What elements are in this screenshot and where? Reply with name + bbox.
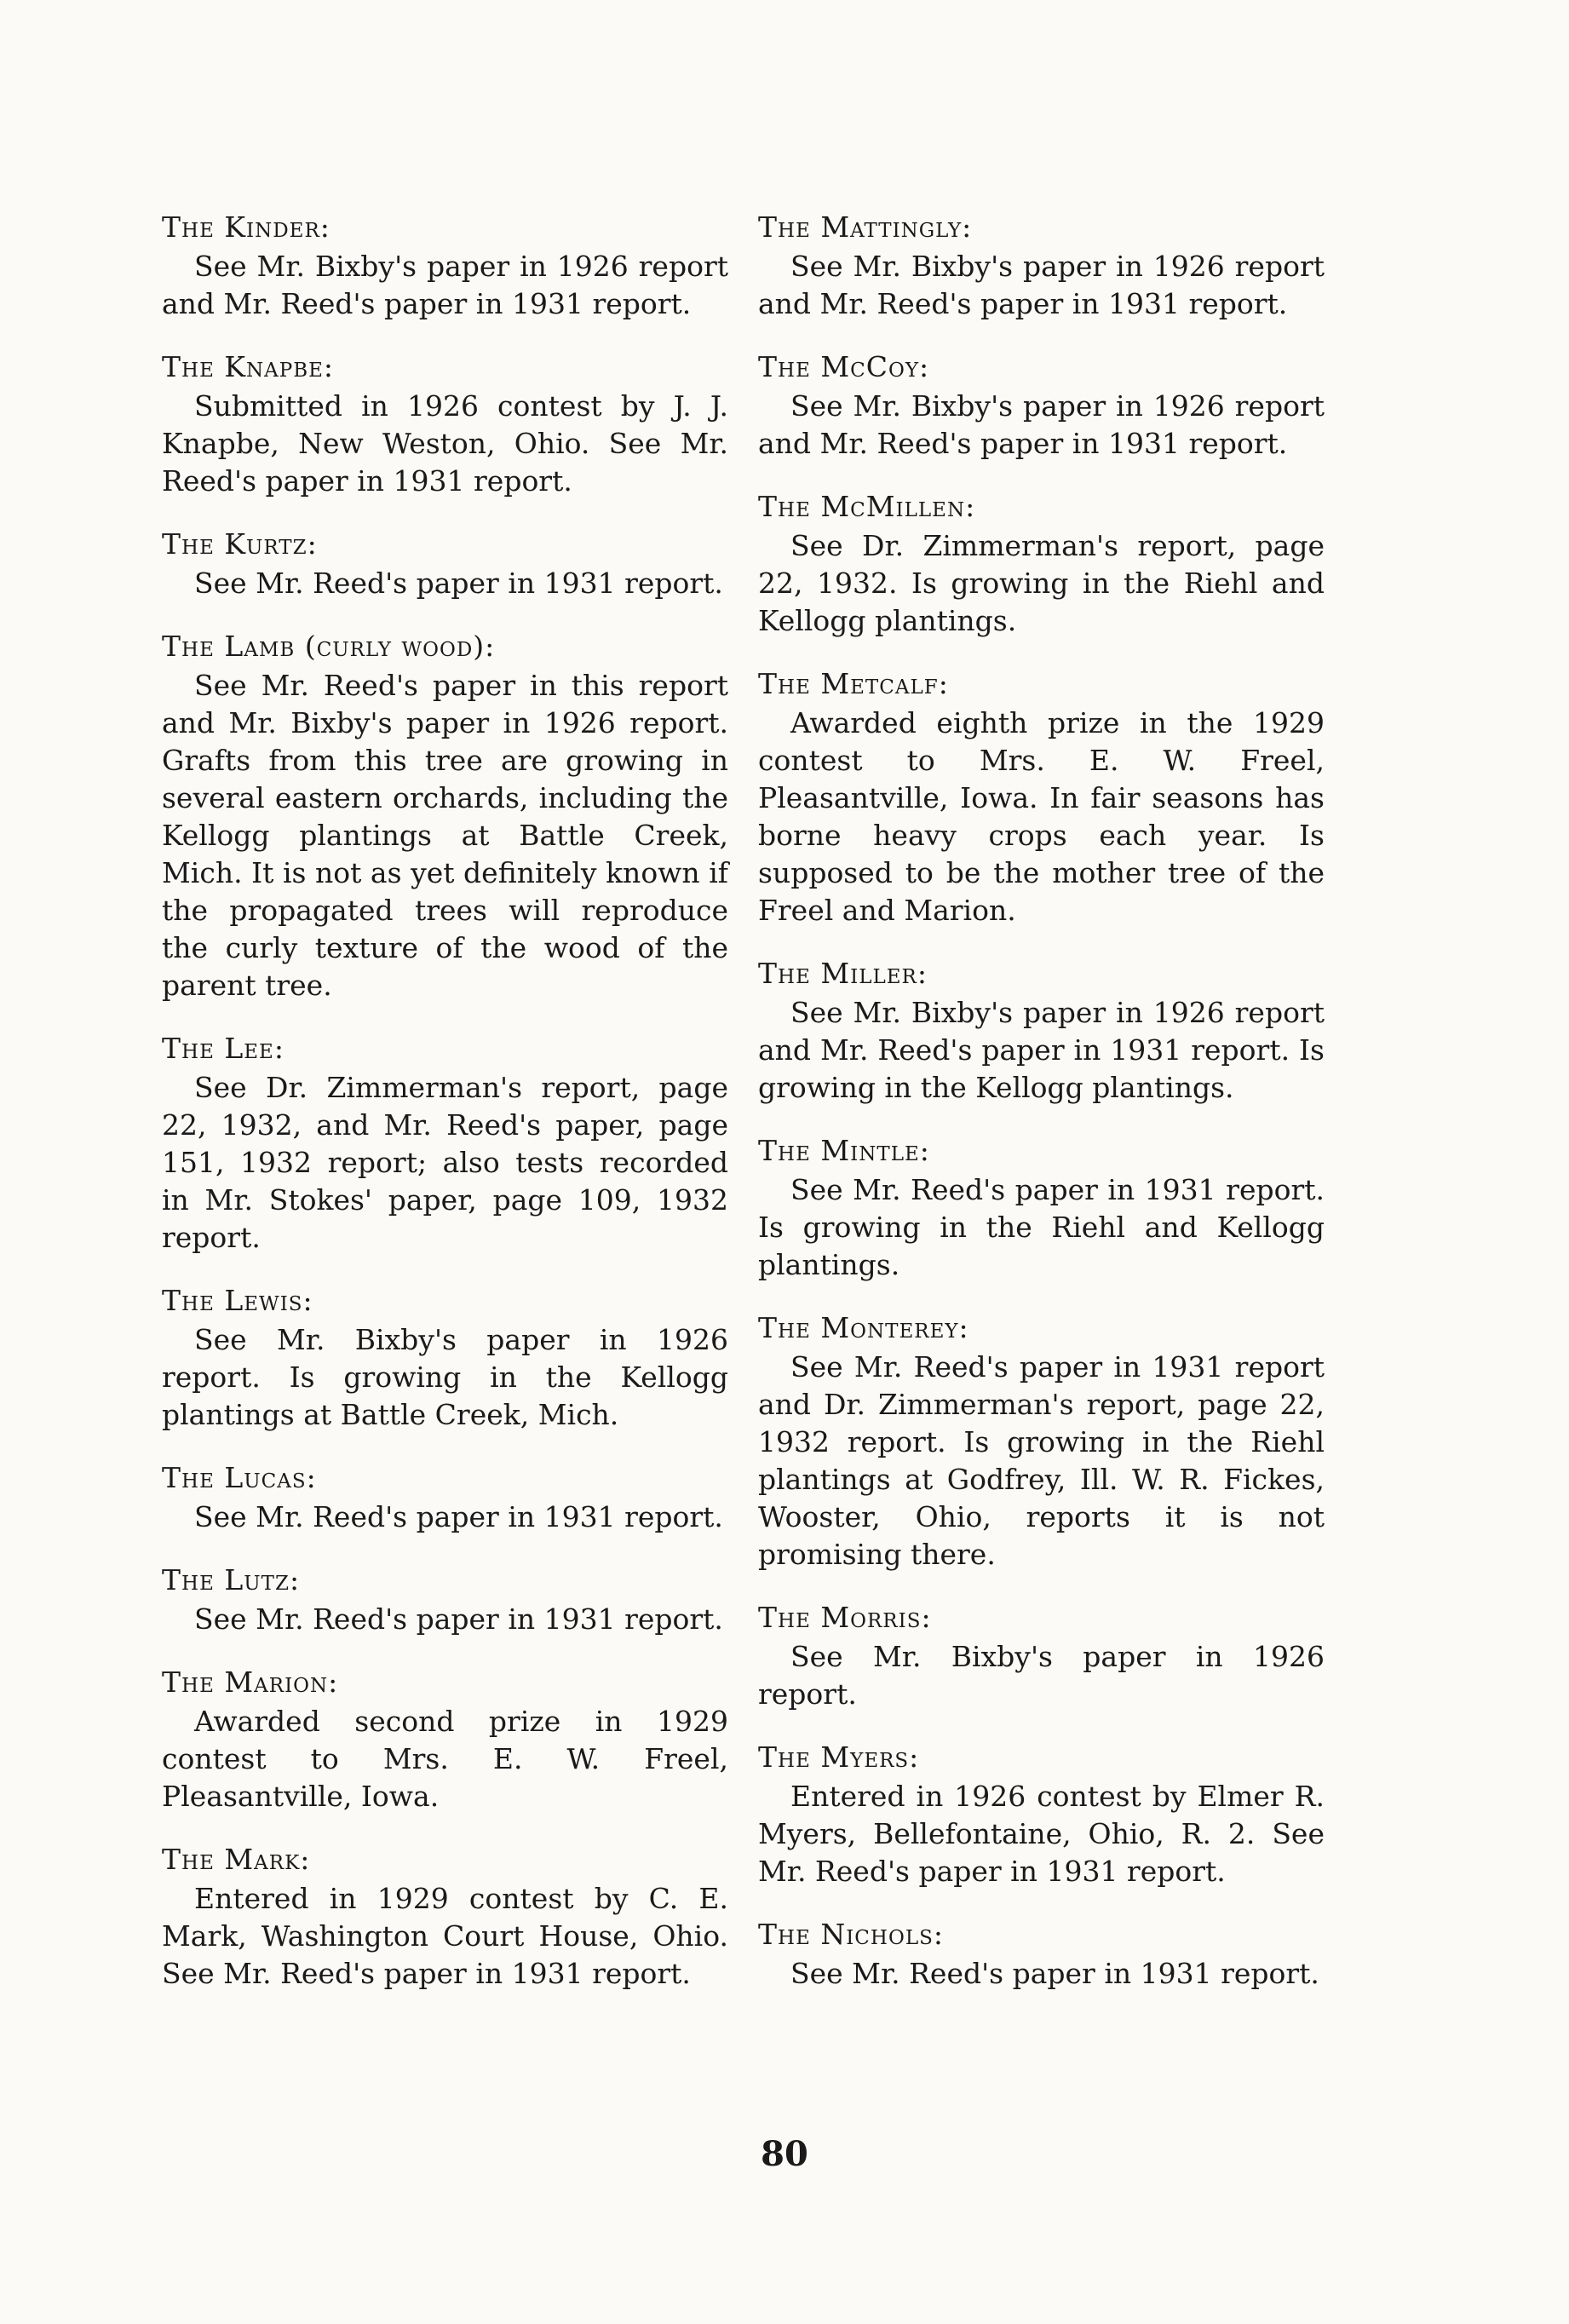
entry-heading: The Lamb (curly wood): [162, 630, 496, 663]
entry-kurtz [162, 526, 728, 602]
entry-text: See Mr. Bixby's paper in 1926 report and Mr. Reed's paper in 1931 report. [758, 250, 1325, 320]
entry-monterey [758, 1309, 1325, 1573]
entry-mcmillen [758, 488, 1325, 640]
entry-metcalf [758, 665, 1325, 929]
entry-lutz [162, 1562, 728, 1638]
entry-heading: The Mintle: [758, 1134, 930, 1167]
entry-text: See Mr. Reed's paper in 1931 report. [194, 1500, 723, 1533]
entry-heading: The Mattingly: [758, 210, 973, 244]
entry-text: See Mr. Reed's paper in 1931 report. [194, 567, 723, 600]
entry-lamb [162, 628, 728, 1004]
entry-heading: The Monterey: [758, 1311, 969, 1344]
entry-miller [758, 955, 1325, 1107]
entry-text: See Mr. Reed's paper in 1931 report. [790, 1957, 1319, 1990]
entry-heading: The Lewis: [162, 1284, 313, 1317]
entry-text: Submitted in 1926 contest by J. J. Knapbe, New Weston, Ohio. See Mr. Reed's paper in 1931 report. [162, 389, 728, 498]
entry-morris [758, 1599, 1325, 1713]
entry-text: See Mr. Bixby's paper in 1926 report. Is growing in the Kellogg plantings at Battle Creek, Mich. [162, 1323, 728, 1431]
entry-mattingly [758, 209, 1325, 323]
entry-heading: The Knapbe: [162, 350, 335, 383]
entry-text: See Mr. Reed's paper in 1931 report. Is growing in the Riehl and Kellogg plantings. [758, 1173, 1325, 1281]
entry-text: See Mr. Reed's paper in 1931 report. [194, 1602, 723, 1636]
entry-text: See Mr. Reed's paper in this report and Mr. Bixby's paper in 1926 report. Grafts from this tree are growing in several eastern orchards, including the Kellogg plantings at Battle Creek, Mich. It is not as yet definitely known if the propagated trees will reproduce the curly texture of the wood of the parent tree. [162, 669, 728, 1002]
entry-mintle [758, 1132, 1325, 1284]
right-column [758, 209, 1325, 2018]
entry-text: Entered in 1929 contest by C. E. Mark, Washington Court House, Ohio. See Mr. Reed's paper in 1931 report. [162, 1882, 728, 1990]
entry-heading: The Myers: [758, 1740, 920, 1774]
entry-text: Awarded eighth prize in the 1929 contest to Mrs. E. W. Freel, Pleasantville, Iowa. In fair seasons has borne heavy crops each year. Is supposed to be the mother tree of the Freel and Marion. [758, 706, 1325, 927]
entry-kinder [162, 209, 728, 323]
entry-mccoy [758, 348, 1325, 463]
entry-heading: The McMillen: [758, 490, 976, 523]
entry-lewis [162, 1282, 728, 1434]
entry-text: See Mr. Bixby's paper in 1926 report and Mr. Reed's paper in 1931 report. [758, 389, 1325, 460]
entry-heading: The Lucas: [162, 1461, 317, 1494]
entry-lucas [162, 1459, 728, 1536]
entry-heading: The Marion: [162, 1665, 339, 1699]
entry-text: See Dr. Zimmerman's report, page 22, 1932, and Mr. Reed's paper, page 151, 1932 report; also tests recorded in Mr. Stokes' paper, page 109, 1932 report. [162, 1071, 728, 1254]
entry-text: See Mr. Bixby's paper in 1926 report and Mr. Reed's paper in 1931 report. [162, 250, 728, 320]
entry-heading: The Metcalf: [758, 667, 949, 700]
entry-heading: The Miller: [758, 957, 928, 990]
entry-mark [162, 1841, 728, 1993]
entry-heading: The Morris: [758, 1601, 932, 1634]
entry-heading: The Lutz: [162, 1563, 301, 1596]
entry-text: See Mr. Bixby's paper in 1926 report. [758, 1640, 1325, 1711]
entry-heading: The Mark: [162, 1843, 311, 1876]
entry-heading: The Kurtz: [162, 527, 318, 561]
entry-knapbe [162, 348, 728, 500]
entry-myers [758, 1739, 1325, 1890]
entry-heading: The Nichols: [758, 1918, 944, 1951]
entry-lee [162, 1030, 728, 1257]
entry-text: See Mr. Reed's paper in 1931 report and Dr. Zimmerman's report, page 22, 1932 report. Is growing in the Riehl plantings at Godfrey, Ill. W. R. Fickes, Wooster, Ohio, reports it is not promising there. [758, 1350, 1325, 1571]
entry-text: See Dr. Zimmerman's report, page 22, 1932. Is growing in the Riehl and Kellogg plantings. [758, 529, 1325, 637]
entry-nichols [758, 1916, 1325, 1993]
entry-heading: The Lee: [162, 1032, 284, 1065]
entry-marion [162, 1664, 728, 1815]
entry-text: See Mr. Bixby's paper in 1926 report and Mr. Reed's paper in 1931 report. Is growing in the Kellogg plantings. [758, 996, 1325, 1104]
page-number: 80 [761, 2134, 808, 2174]
entry-text: Awarded second prize in 1929 contest to Mrs. E. W. Freel, Pleasantville, Iowa. [162, 1705, 728, 1813]
left-column [162, 209, 728, 2018]
entry-text: Entered in 1926 contest by Elmer R. Myers, Bellefontaine, Ohio, R. 2. See Mr. Reed's paper in 1931 report. [758, 1780, 1325, 1888]
entry-heading: The Kinder: [162, 210, 330, 244]
entry-heading: The McCoy: [758, 350, 930, 383]
